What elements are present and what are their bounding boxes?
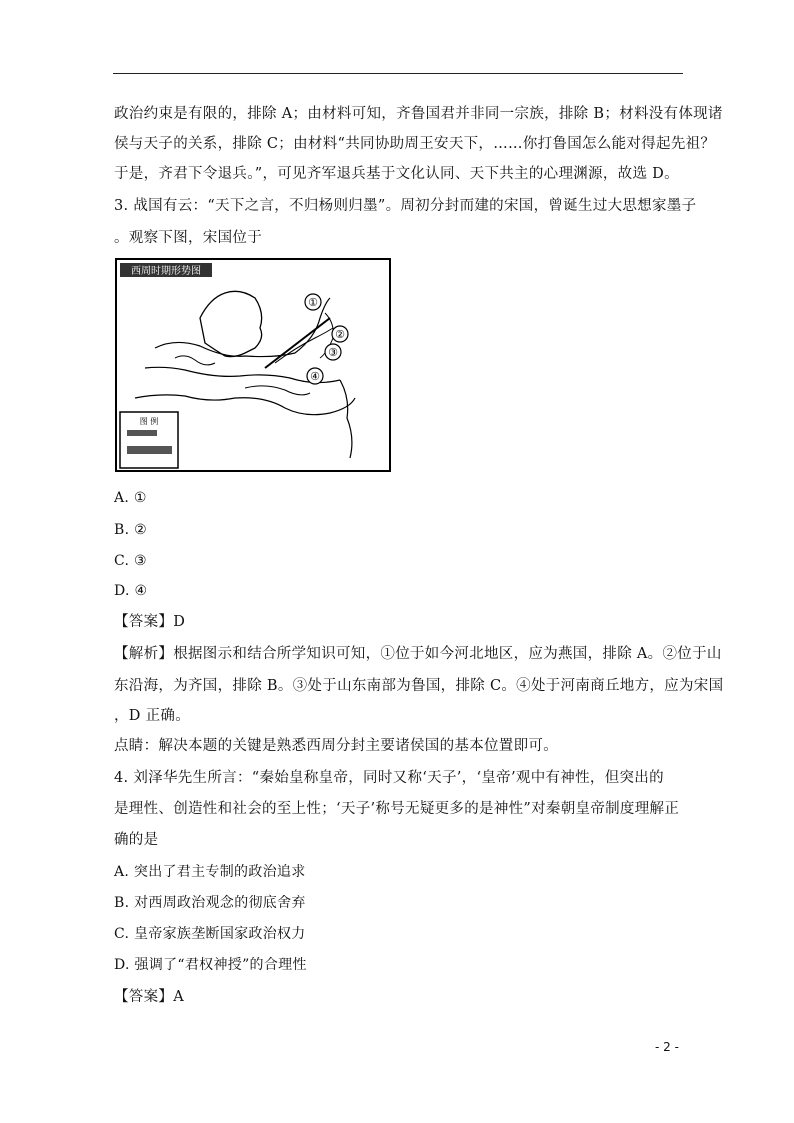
marker-4: ④ (310, 370, 320, 383)
header-rule (113, 73, 683, 74)
q3-option-c: C. ③ (114, 553, 147, 569)
paragraph-line: 于是，齐君下令退兵。”，可见齐军退兵基于文化认同、天下共主的心理渊源，故选 D。 (114, 166, 679, 182)
western-zhou-map (115, 258, 391, 472)
paragraph-line: 侯与天子的关系，排除 C；由材料“共同协助周王安天下，……你打鲁国怎么能对得起先祖？ (114, 136, 716, 152)
question-3-stem-cont: 。观察下图，宋国位于 (114, 230, 262, 246)
q4-option-d: D. 强调了“君权神授”的合理性 (114, 957, 307, 973)
map-title: 西周时期形势图 (131, 266, 201, 277)
question-4-stem: 4. 刘泽华先生所言：“秦始皇称皇帝，同时又称‘天子’，‘皇帝’观中有神性，但突出的 (114, 770, 664, 786)
legend-title: 图 例 (139, 417, 159, 426)
question-4-stem-cont: 是理性、创造性和社会的至上性；‘天子’称号无疑更多的是神性”对秦朝皇帝制度理解正 (114, 801, 680, 817)
question-4-stem-cont: 确的是 (114, 832, 159, 848)
q4-option-c: C. 皇帝家族垄断国家政治权力 (114, 926, 306, 942)
q3-answer: 【答案】D (114, 614, 186, 630)
page-number: - 2 - (655, 1040, 679, 1054)
marker-2: ② (335, 328, 345, 341)
marker-1: ① (308, 296, 318, 309)
q3-option-a: A. ① (114, 490, 147, 506)
q3-explanation-cont: ，D 正确。 (114, 708, 191, 724)
q4-option-b: B. 对西周政治观念的彻底舍弃 (114, 895, 306, 911)
q3-explanation: 【解析】根据图示和结合所学知识可知，①位于如今河北地区，应为燕国，排除 A。②位于山 (114, 646, 722, 662)
q4-option-a: A. 突出了君主专制的政治追求 (114, 864, 306, 880)
question-3-stem: 3. 战国有云：“天下之言，不归杨则归墨”。周初分封而建的宋国，曾诞生过大思想家墨子 (114, 198, 697, 214)
q3-option-b: B. ② (114, 522, 147, 538)
q3-explanation-cont: 东沿海，为齐国，排除 B。③处于山东南部为鲁国，排除 C。④处于河南商丘地方，应为宋国 (114, 678, 724, 694)
paragraph-line: 政治约束是有限的，排除 A；由材料可知，齐鲁国君并非同一宗族，排除 B；材料没有体现诸 (114, 106, 723, 122)
q3-tip: 点睛：解决本题的关键是熟悉西周分封主要诸侯国的基本位置即可。 (114, 738, 558, 754)
q3-option-d: D. ④ (114, 583, 148, 599)
q4-answer: 【答案】A (114, 989, 184, 1005)
marker-3: ③ (328, 346, 338, 359)
